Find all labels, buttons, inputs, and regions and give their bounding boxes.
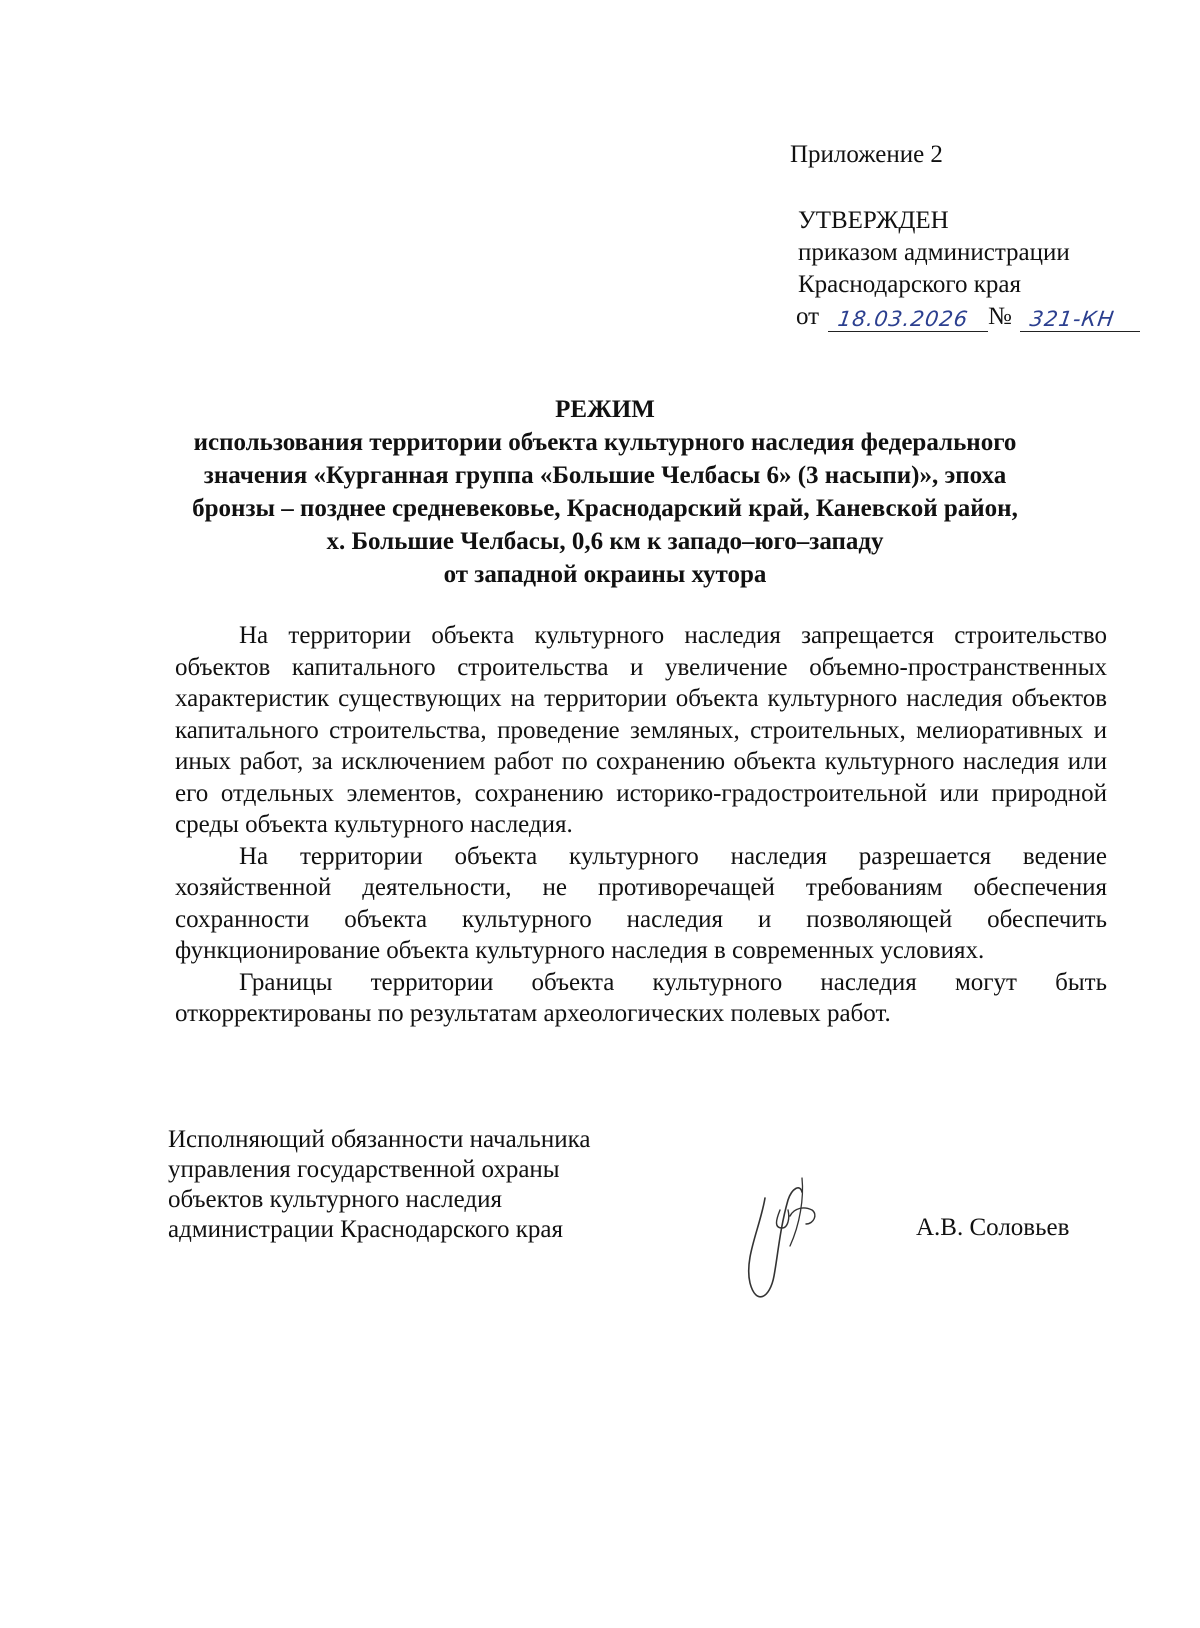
approved-by-line-1: приказом администрации <box>798 239 1070 266</box>
position-line-2: управления государственной охраны <box>168 1156 560 1183</box>
title-line-5: от западной окраины хутора <box>443 561 767 588</box>
approval-stamp-block <box>796 205 1117 335</box>
approved-label: УТВЕРЖДЕН <box>798 207 949 234</box>
title-line-4: х. Большие Челбасы, 0,6 км к западо–юго–западу <box>326 528 884 555</box>
document-body <box>175 620 1107 1030</box>
date-prefix: от <box>796 303 820 330</box>
approved-by-line-2: Краснодарского края <box>798 271 1021 298</box>
order-number-field <box>1020 301 1140 332</box>
handwritten-signature-icon <box>730 1158 840 1308</box>
position-line-4: администрации Краснодарского края <box>168 1216 564 1243</box>
order-date-field <box>828 301 988 332</box>
order-date-number-line <box>796 301 1117 335</box>
order-number-value: 321-КН <box>1028 307 1117 331</box>
title-line-1: использования территории объекта культурного наследия федерального <box>193 429 1017 456</box>
document-title <box>150 393 1060 591</box>
body-paragraph-permissions: На территории объекта культурного наследия разрешается ведение хозяйственной деятельности, не противоречащей требованиям обеспечения сохранности объекта культурного наследия и позволяющей обеспечить функционирование объекта культурного наследия в современных условиях. <box>175 842 1107 964</box>
title-line-2: значения «Курганная группа «Большие Челбасы 6» (3 насыпи)», эпоха <box>203 462 1007 489</box>
title-main: РЕЖИМ <box>555 396 655 423</box>
signatory-position <box>168 1125 590 1245</box>
title-line-3: бронзы – позднее средневековье, Краснодарский край, Каневской район, <box>192 495 1018 522</box>
body-paragraph-boundaries: Границы территории объекта культурного наследия могут быть откорректированы по результатам археологических полевых работ. <box>175 968 1107 1027</box>
signatory-name: А.В. Соловьев <box>916 1214 1070 1241</box>
body-paragraph-prohibitions: На территории объекта культурного наследия запрещается строительство объектов капитального строительства и увеличение объемно-пространственных характеристик существующих на территории объекта культурного наследия объектов капитального строительства, проведение земляных, строительных, мелиоративных и иных работ, за исключением работ по сохранению объекта культурного наследия или его отдельных элементов, сохранению историко-градостроительной или природной среды объекта культурного наследия. <box>175 622 1107 838</box>
number-prefix: № <box>988 303 1012 330</box>
order-date-value: 18.03.2026 <box>836 307 970 331</box>
position-line-1: Исполняющий обязанности начальника <box>168 1126 591 1153</box>
position-line-3: объектов культурного наследия <box>168 1186 502 1213</box>
appendix-label: Приложение 2 <box>790 141 943 168</box>
